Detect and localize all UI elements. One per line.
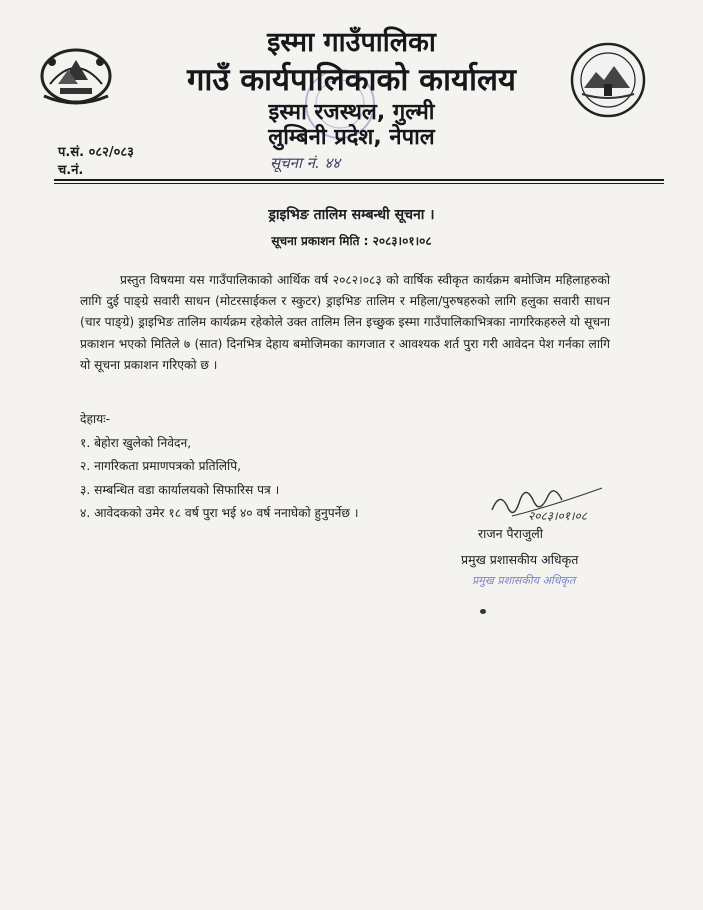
province-name: लुम्बिनी प्रदेश, नेपाल [268,125,435,150]
reference-block [58,144,134,180]
dehay-label: देहायः- [80,412,111,426]
patra-sankhya: प.सं. ०८२/०८३ [58,145,134,160]
signer-seal-text: प्रमुख प्रशासकीय अधिकृत [472,574,576,587]
signer-title: प्रमुख प्रशासकीय अधिकृत [461,552,579,567]
requirements-list [80,432,358,526]
signature-date: २०८३।०१।०८ [528,509,588,523]
header-divider [54,179,664,181]
list-item: ३. सम्बन्धित वडा कार्यालयको सिफारिस पत्र । [80,482,280,497]
office-address: इस्मा रजस्थल, गुल्मी [268,100,435,125]
notice-body: प्रस्तुत विषयमा यस गाउँपालिकाको आर्थिक वर्ष २०८२।०८३ को वार्षिक स्वीकृत कार्यक्रम बमोजिम महिलाहरुको लागि दुई पाङ्ग्रे सवारी साधन (मोटरसाईकल र स्कुटर) ड्राइभिङ तालिम र महिला/पुरुषहरुको लागि हलुका सवारी साधन (चार पाङ्ग्रे) ड्राइभिङ तालिम कार्यक्रम रहेकोले उक्त तालिम लिन इच्छुक इस्मा गाउँपालिकाभित्रका नागरिकहरुले यो सूचना प्रकाशन भएको मितिले ७ (सात) दिनभित्र देहाय बमोजिमका कागजात र आवश्यक शर्त पुरा गरी आवेदन पेश गर्नका लागि यो सूचना प्रकाशन गरिएको छ । [80,273,610,372]
office-name: गाउँ कार्यपालिकाको कार्यालय [186,62,517,98]
signer-name: राजन पैराजुली [478,526,543,541]
list-item: १. बेहोरा खुलेको निवेदन, [80,436,192,450]
list-item: २. नागरिकता प्रमाणपत्रको प्रतिलिपि, [80,459,241,474]
ink-dot [480,609,486,614]
chalani-number: च.नं. [58,163,84,178]
header-divider-thin [54,183,664,184]
list-item: ४. आवेदकको उमेर १८ वर्ष पुरा भई ४० वर्ष ननाघेको हुनुपर्नेछ । [80,506,359,521]
publication-date: सूचना प्रकाशन मिति : २०८३।०१।०८ [271,234,432,248]
signature-icon [482,470,632,530]
handwritten-notice-number: सूचना नं. ४४ [270,154,341,172]
municipality-name: इस्मा गाउँपालिका [267,27,436,58]
notice-subject: ड्राइभिङ तालिम सम्बन्धी सूचना । [268,207,435,223]
